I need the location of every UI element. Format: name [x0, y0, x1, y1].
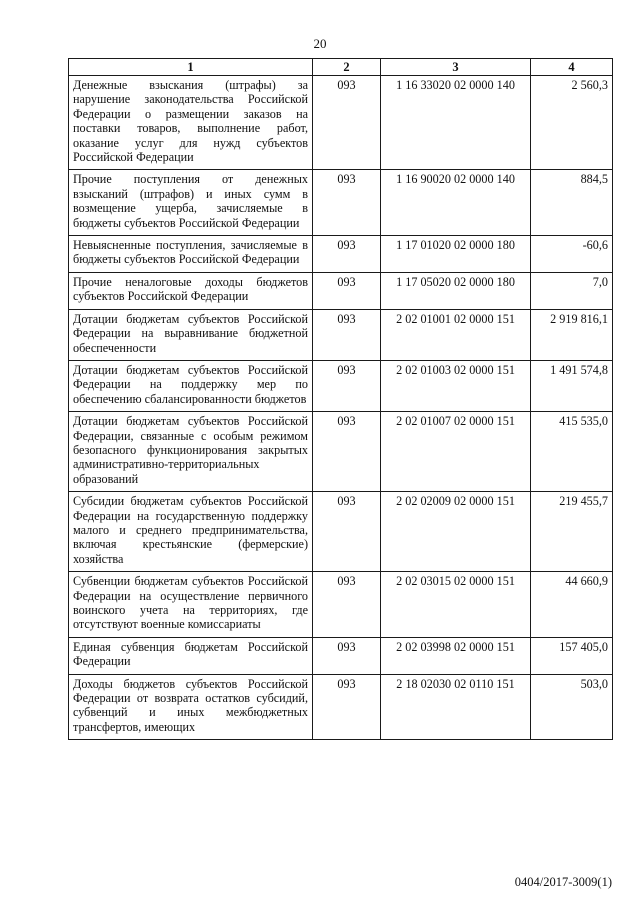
administrator-code-cell: 093 [313, 492, 381, 572]
table-row [69, 492, 613, 572]
budget-classification-code-cell: 1 16 33020 02 0000 140 [381, 76, 531, 170]
budget-classification-code-cell: 1 16 90020 02 0000 140 [381, 170, 531, 236]
table-row [69, 170, 613, 236]
amount-cell: 1 491 574,8 [531, 360, 613, 411]
revenue-name-cell: Невыясненные поступления, зачисляемые в бюджеты субъектов Российской Федерации [69, 236, 313, 273]
column-header-4: 4 [531, 59, 613, 76]
revenue-name-cell: Субвенции бюджетам субъектов Российской Федерации на осуществление первичного воинского учета на территориях, где отсутствуют военные комиссариаты [69, 572, 313, 638]
table-row [69, 572, 613, 638]
administrator-code-cell: 093 [313, 236, 381, 273]
budget-classification-code-cell: 2 02 03015 02 0000 151 [381, 572, 531, 638]
amount-cell: 503,0 [531, 674, 613, 740]
budget-classification-code-cell: 2 02 03998 02 0000 151 [381, 637, 531, 674]
administrator-code-cell: 093 [313, 170, 381, 236]
table-row [69, 272, 613, 309]
amount-cell: -60,6 [531, 236, 613, 273]
budget-classification-code-cell: 2 02 02009 02 0000 151 [381, 492, 531, 572]
administrator-code-cell: 093 [313, 76, 381, 170]
table-row [69, 674, 613, 740]
revenue-name-cell: Прочие неналоговые доходы бюджетов субъектов Российской Федерации [69, 272, 313, 309]
table-header-row [69, 59, 613, 76]
amount-cell: 219 455,7 [531, 492, 613, 572]
administrator-code-cell: 093 [313, 572, 381, 638]
revenue-name-cell: Дотации бюджетам субъектов Российской Федерации на поддержку мер по обеспечению сбалансированности бюджетов [69, 360, 313, 411]
revenue-name-cell: Дотации бюджетам субъектов Российской Федерации на выравнивание бюджетной обеспеченности [69, 309, 313, 360]
revenue-name-cell: Доходы бюджетов субъектов Российской Федерации от возврата остатков субсидий, субвенций и иных межбюджетных трансфертов, имеющих [69, 674, 313, 740]
page-number: 20 [313, 36, 327, 51]
table-row [69, 76, 613, 170]
administrator-code-cell: 093 [313, 272, 381, 309]
table-row [69, 309, 613, 360]
administrator-code-cell: 093 [313, 412, 381, 492]
column-header-1: 1 [69, 59, 313, 76]
administrator-code-cell: 093 [313, 637, 381, 674]
column-header-3: 3 [381, 59, 531, 76]
document-code: 0404/2017-3009(1) [514, 875, 612, 889]
amount-cell: 44 660,9 [531, 572, 613, 638]
revenue-name-cell: Дотации бюджетам субъектов Российской Федерации, связанные с особым режимом безопасного функционирования закрытых административно-территориальных образований [69, 412, 313, 492]
administrator-code-cell: 093 [313, 674, 381, 740]
revenue-name-cell: Единая субвенция бюджетам Российской Федерации [69, 637, 313, 674]
amount-cell: 2 919 816,1 [531, 309, 613, 360]
budget-classification-code-cell: 1 17 01020 02 0000 180 [381, 236, 531, 273]
table-row [69, 637, 613, 674]
amount-cell: 884,5 [531, 170, 613, 236]
table-row [69, 412, 613, 492]
administrator-code-cell: 093 [313, 360, 381, 411]
revenue-name-cell: Денежные взыскания (штрафы) за нарушение законодательства Российской Федерации о размещении заказов на поставки товаров, выполнение работ, оказание услуг для нужд субъектов Российской Федерации [69, 76, 313, 170]
table-body [69, 76, 613, 740]
amount-cell: 415 535,0 [531, 412, 613, 492]
table-row [69, 360, 613, 411]
amount-cell: 7,0 [531, 272, 613, 309]
administrator-code-cell: 093 [313, 309, 381, 360]
budget-classification-code-cell: 2 02 01007 02 0000 151 [381, 412, 531, 492]
amount-cell: 157 405,0 [531, 637, 613, 674]
table-row [69, 236, 613, 273]
budget-classification-code-cell: 2 18 02030 02 0110 151 [381, 674, 531, 740]
table-header [69, 59, 613, 76]
budget-classification-code-cell: 1 17 05020 02 0000 180 [381, 272, 531, 309]
revenue-name-cell: Субсидии бюджетам субъектов Российской Федерации на государственную поддержку малого и среднего предпринимательства, включая крестьянские (фермерские) хозяйства [69, 492, 313, 572]
column-header-2: 2 [313, 59, 381, 76]
amount-cell: 2 560,3 [531, 76, 613, 170]
budget-revenue-table [68, 58, 613, 740]
budget-classification-code-cell: 2 02 01003 02 0000 151 [381, 360, 531, 411]
revenue-name-cell: Прочие поступления от денежных взысканий (штрафов) и иных сумм в возмещение ущерба, зачисляемые в бюджеты субъектов Российской Федерации [69, 170, 313, 236]
budget-classification-code-cell: 2 02 01001 02 0000 151 [381, 309, 531, 360]
